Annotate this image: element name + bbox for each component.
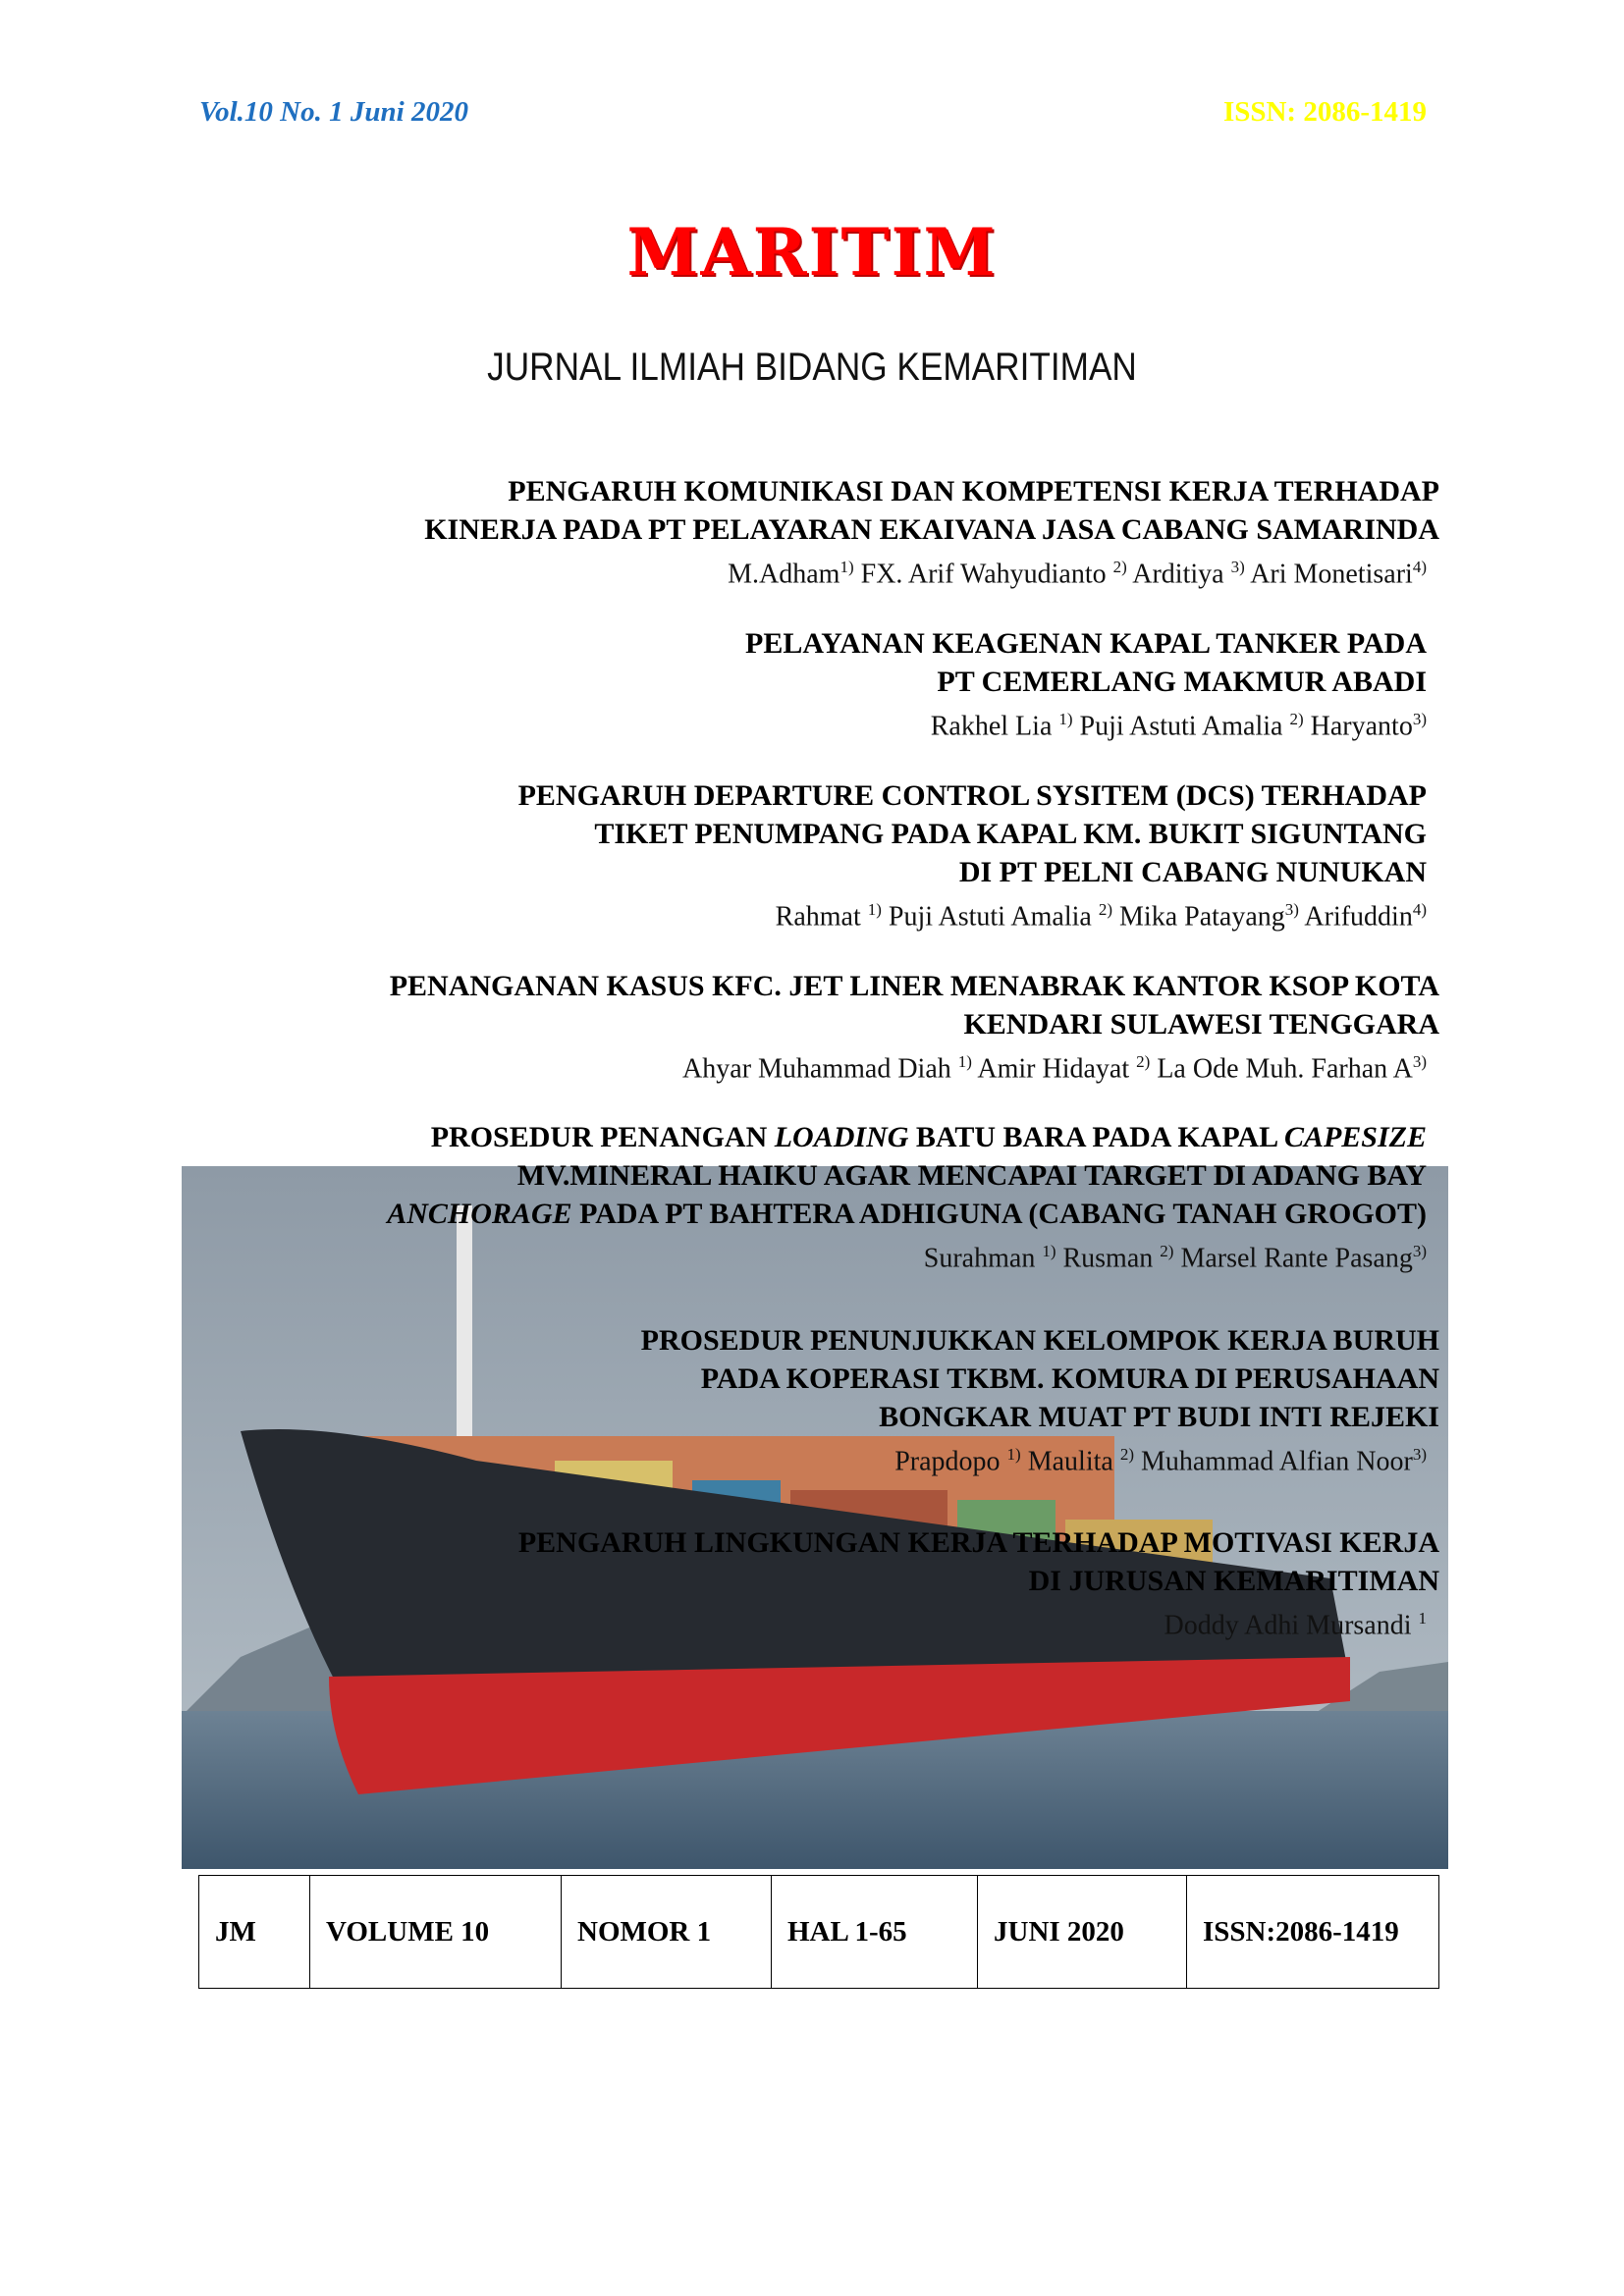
author-name: Rahmat	[775, 901, 868, 933]
issue-info-row	[199, 1876, 1439, 1989]
article-title-line	[518, 815, 1427, 853]
author-name: Ahyar Muhammad Diah	[682, 1053, 958, 1085]
article-title-text: PADA PT BAHTERA ADHIGUNA (CABANG TANAH GROGOT)	[571, 1198, 1427, 1230]
article-authors	[745, 701, 1427, 745]
author-affiliation-mark: 3)	[1412, 1242, 1427, 1260]
article-title-line	[518, 853, 1427, 891]
author-affiliation-mark: 1)	[867, 900, 882, 919]
author-affiliation-mark: 2)	[1098, 900, 1113, 919]
article-title-text: BONGKAR MUAT PT BUDI INTI REJEKI	[879, 1401, 1439, 1433]
article-entry	[641, 1321, 1439, 1480]
author-affiliation-mark: 1	[1418, 1609, 1427, 1628]
author-affiliation-mark: 4)	[1412, 900, 1427, 919]
article-title-line	[390, 967, 1439, 1005]
author-name: Marsel Rante Pasang	[1173, 1243, 1413, 1274]
article-title-line	[518, 1562, 1439, 1600]
author-name: M.Adham	[728, 559, 840, 590]
author-name: Mika Patayang	[1112, 901, 1285, 933]
article-title-line	[390, 1005, 1439, 1043]
article-entry	[518, 1523, 1439, 1644]
author-name: Surahman	[923, 1243, 1043, 1274]
article-title-line	[518, 776, 1427, 815]
article-title-text: BATU BARA PADA KAPAL	[908, 1121, 1284, 1153]
article-title-text: KINERJA PADA PT PELAYARAN EKAIVANA JASA CABANG SAMARINDA	[424, 513, 1439, 546]
issn-label: ISSN: 2086-1419	[1222, 96, 1427, 128]
article-title-line	[745, 624, 1427, 663]
journal-subtitle: JURNAL ILMIAH BIDANG KEMARITIMAN	[487, 346, 1137, 389]
article-title-text: PADA KOPERASI TKBM. KOMURA DI PERUSAHAAN	[700, 1362, 1439, 1395]
author-affiliation-mark: 2)	[1119, 1445, 1134, 1464]
article-entry	[387, 1118, 1439, 1277]
date-cell: JUNI 2020	[978, 1876, 1187, 1989]
author-name: Rusman	[1056, 1243, 1161, 1274]
article-title-line	[745, 663, 1427, 701]
article-title-text: DI JURUSAN KEMARITIMAN	[1028, 1565, 1439, 1597]
author-affiliation-mark: 3)	[1230, 558, 1245, 576]
article-title-line	[387, 1118, 1427, 1156]
author-name: Muhammad Alfian Noor	[1133, 1446, 1413, 1477]
article-title-text: KENDARI SULAWESI TENGGARA	[963, 1008, 1439, 1041]
author-affiliation-mark: 3)	[1412, 1445, 1427, 1464]
author-name: Arifuddin	[1298, 901, 1413, 933]
article-authors	[641, 1436, 1439, 1480]
author-name: Amir Hidayat	[971, 1053, 1137, 1085]
pages-cell: HAL 1-65	[772, 1876, 978, 1989]
author-affiliation-mark: 1)	[839, 558, 854, 576]
author-affiliation-mark: 2)	[1136, 1052, 1151, 1071]
author-affiliation-mark: 2)	[1289, 710, 1304, 728]
article-authors	[518, 891, 1427, 935]
volume-issue-label: Vol.10 No. 1 Juni 2020	[199, 96, 468, 128]
article-title-text: PENANGANAN KASUS KFC. JET LINER MENABRAK KANTOR KSOP KOTA	[389, 970, 1439, 1002]
article-title-text: PROSEDUR PENUNJUKKAN KELOMPOK KERJA BURUH	[640, 1324, 1439, 1357]
journal-logo-title: MARITIM	[626, 214, 998, 291]
journal-abbrev-cell: JM	[199, 1876, 310, 1989]
article-authors	[387, 1233, 1427, 1277]
author-name: Haryanto	[1303, 711, 1413, 742]
issue-info-table	[198, 1875, 1439, 1989]
number-cell: NOMOR 1	[562, 1876, 772, 1989]
article-entry	[390, 967, 1439, 1088]
article-title-line	[424, 510, 1439, 549]
article-title-text: PELAYANAN KEAGENAN KAPAL TANKER PADA	[745, 627, 1427, 660]
author-affiliation-mark: 1)	[1058, 710, 1073, 728]
article-title-italic-term: CAPESIZE	[1283, 1121, 1427, 1153]
article-title-text: PENGARUH DEPARTURE CONTROL SYSITEM (DCS) TERHADAP	[517, 779, 1427, 812]
author-name: Doddy Adhi Mursandi	[1164, 1610, 1419, 1641]
article-entry	[518, 776, 1439, 935]
article-title-text: PROSEDUR PENANGAN	[430, 1121, 775, 1153]
article-title-text: PENGARUH LINGKUNGAN KERJA TERHADAP MOTIVASI KERJA	[517, 1526, 1439, 1559]
article-title-text: DI PT PELNI CABANG NUNUKAN	[958, 856, 1427, 888]
issn-cell: ISSN:2086-1419	[1187, 1876, 1439, 1989]
author-name: La Ode Muh. Farhan A	[1150, 1053, 1413, 1085]
article-authors	[518, 1600, 1439, 1644]
author-affiliation-mark: 3)	[1412, 1052, 1427, 1071]
article-title-text: MV.MINERAL HAIKU AGAR MENCAPAI TARGET DI ADANG BAY	[516, 1159, 1427, 1192]
article-title-line	[641, 1360, 1439, 1398]
article-title-text: PT CEMERLANG MAKMUR ABADI	[937, 666, 1427, 698]
author-name: Arditiya	[1126, 559, 1231, 590]
article-title-line	[387, 1156, 1427, 1195]
author-name: Ari Monetisari	[1244, 559, 1413, 590]
author-affiliation-mark: 2)	[1160, 1242, 1174, 1260]
article-title-line	[641, 1398, 1439, 1436]
article-entry	[745, 624, 1439, 745]
article-title-text: TIKET PENUMPANG PADA KAPAL KM. BUKIT SIGUNTANG	[594, 818, 1427, 850]
article-authors	[424, 549, 1439, 593]
author-name: Puji Astuti Amalia	[881, 901, 1099, 933]
article-title-italic-term: LOADING	[774, 1121, 909, 1153]
author-affiliation-mark: 3)	[1412, 710, 1427, 728]
author-affiliation-mark: 1)	[1006, 1445, 1021, 1464]
author-affiliation-mark: 3)	[1284, 900, 1299, 919]
article-authors	[390, 1043, 1439, 1088]
article-title-italic-term: ANCHORAGE	[387, 1198, 572, 1230]
author-name: Rakhel Lia	[930, 711, 1059, 742]
article-title-text: PENGARUH KOMUNIKASI DAN KOMPETENSI KERJA TERHADAP	[508, 475, 1439, 507]
author-name: Puji Astuti Amalia	[1072, 711, 1290, 742]
article-title-line	[424, 472, 1439, 510]
author-affiliation-mark: 1)	[1042, 1242, 1056, 1260]
article-title-line	[518, 1523, 1439, 1562]
article-title-line	[387, 1195, 1427, 1233]
author-name: Prapdopo	[894, 1446, 1007, 1477]
author-affiliation-mark: 4)	[1412, 558, 1427, 576]
author-name: FX. Arif Wahyudianto	[853, 559, 1113, 590]
article-entry	[424, 472, 1439, 593]
author-affiliation-mark: 1)	[957, 1052, 972, 1071]
article-title-line	[641, 1321, 1439, 1360]
author-affiliation-mark: 2)	[1112, 558, 1127, 576]
author-name: Maulita	[1020, 1446, 1120, 1477]
volume-cell: VOLUME 10	[310, 1876, 562, 1989]
